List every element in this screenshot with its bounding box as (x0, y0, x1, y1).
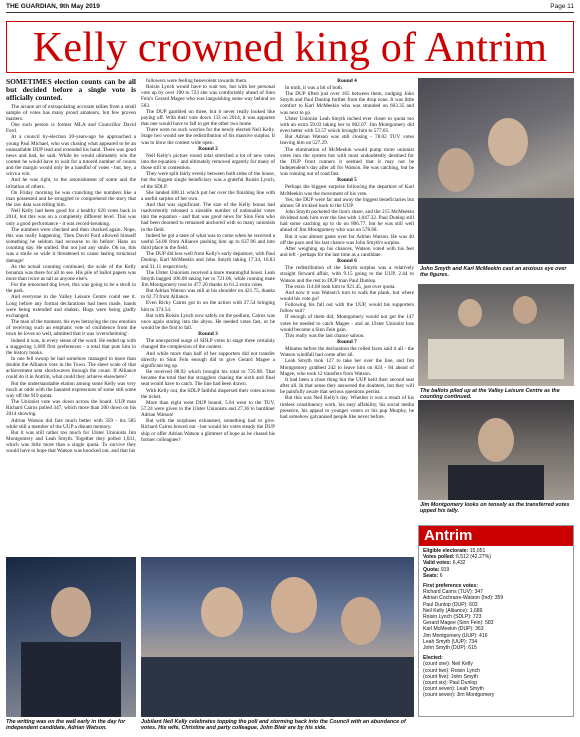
photo-montgomery (418, 400, 574, 500)
factbox-elected-row: (count six): Paul Dunlop (423, 680, 478, 687)
results-factbox (418, 525, 574, 717)
factbox-elected-row: (count one): Neil Kelly (423, 661, 473, 668)
caption-photo-ballots: The ballots piled up at the Valley Leisure Centre as the counting continued. (420, 388, 560, 401)
factbox-stat-label: Votes polled: (423, 554, 457, 561)
article-paragraph: But the understandable elation among some Kelly was very much at odds with the haunted expressions of some still some way off the 919 quota. (6, 380, 136, 399)
article-column-2 (141, 78, 275, 554)
article-lead: SOMETIMES election counts can be all but decided before a single vote is officially counted. (6, 78, 136, 103)
factbox-first-pref-row: Neil Kelly (Alliance): 1,689 (423, 607, 483, 614)
article-paragraph: He received 88.92 which brought his total to 725.98. That became the total that the stragglers chasing the sixth and final seat would have to catch. The line had been drawn. (141, 369, 275, 388)
factbox-first-pref-heading: First preference votes: (423, 583, 478, 590)
caption-photo-smyth-mcmeekin: John Smyth and Karl McMeekin cast an anxious eye over the figures. (420, 266, 567, 279)
factbox-first-pref-row: Roisin Lynch (SDLP): 723 (423, 614, 482, 621)
article-paragraph: The elimination of McMeekin would pump more unionist votes into the system but with most undoubtedly destined for the DUP front runners it seemed that it may not be Independent's day after all for Watson. He was catching, but he was running out of road fast. (280, 146, 414, 178)
article-paragraph: The unexpected surge of SDLP votes in stage three certainly changed the complexion of the contest. (141, 338, 275, 351)
photo-adrian-watson (6, 557, 136, 717)
article-paragraph: Ulster Unionist Leah Smyth inched ever closer to quota too with an extra 59.03 taking her to 802.07. Jim Montgomery did even better with 53.57 which brought him to 577.05. (280, 115, 414, 135)
photo-neil-kelly-celebrates (141, 557, 414, 717)
factbox-first-pref-row: Richard Cairns (TUV): 347 (423, 589, 484, 596)
article-paragraph: The numbers were checked and then checked again. Nope, this was really happening. Then David Ford allowed himself something he seldom had recourse to do before: Hans on counting day. He smiled. But not just any smile. Oh no, this was a smile so wide it threatened to cause lasting structural damage! (6, 226, 136, 264)
factbox-stat-value: 919 (440, 566, 450, 573)
article-paragraph: It had been a close thing but the UUP held their second seat after all. In that sense they answered the doubters, but they will be painfully aware that serious questions persist. (280, 376, 414, 396)
factbox-stat-label: Eligible electorate: (423, 548, 470, 554)
article-paragraph: More than eight went DUP bound, 5.04 went to the TUV, 57.24 were given to the Ulster Unionists and 27.36 to hardliner Adrian Watson! (141, 399, 275, 419)
article-paragraph: Indeed he got a taste of what was to come when he received a useful 54.06 from Alliance pushing him up to 637.06 and into third place in the field. (141, 232, 275, 252)
factbox-stat-value: 6,432 (452, 560, 466, 567)
article-paragraph: Neil Kelly's picture round total stretched a lot of new votes into the equation - and ultimately removed urgently for many of those still in contention. (141, 152, 275, 172)
article-paragraph: If enough of them did, Montgomery would not get the 147 votes he needed to catch Magee - and an Ulster Unionist loss would become a Sinn Fein gain. (280, 314, 414, 333)
article-paragraph: This really was the last chance saloon. (285, 332, 365, 339)
article-paragraph: The DUP did less well from Kelly's early departure, with Paul Dunlop, Karl McMeekin and John Smyth taking 17.34, 16.83 and 31.11 respectively. (141, 251, 275, 270)
article-paragraph: After weighing up his chances, Watson voted with his feet and left - perhaps for the last time as a candidate. (280, 245, 414, 259)
factbox-stat-label: Valid votes: (423, 560, 453, 567)
article-paragraph: But with the surpluses exhausted, something had to give. Richard Cairns bowed out - but would his votes steady the DUP ship or offer Adrian Watson a glimmer of hope as he chased his former colleagues? (141, 418, 275, 443)
article-paragraph: One such person is former MLA and Councillor David Ford. (6, 122, 136, 135)
article-paragraph: The arcane art of extrapolating accurate tallies from a small sample of votes has many proud amateurs, but few proven masters. (6, 103, 136, 122)
factbox-elected-heading: Elected: (423, 655, 443, 662)
article-paragraph: But this was Neil Kelly's day. Whether it was a result of his tireless constituency work, his easy affability, his social media presence, his appeal to younger voters or his pup Murphy, he had somehow galvanised people like never before. (280, 395, 414, 420)
article-paragraph: At a council by-election 20-years-ago he approached a young Paul Michael, who was chasing what appeared to be an unassailable DUP lead and extended his hand. There was good news and bad, he said. While he would ultimately win the contest he would have to wait for a tutored number of counts and the margin would only be a handful of votes - but, hey, a win's a win. (6, 134, 136, 178)
article-paragraph: For the renowned dog lover, this was going to be a stroll in the park. (6, 282, 136, 295)
factbox-elected-row: (count seven): Jim Montgomery (423, 692, 495, 699)
round-heading: Round 2 (198, 145, 218, 152)
article-paragraph: Roisin Lynch would have to wait too, but with her personal vote up by over 100 to 723 she was comfortably ahead of Sinn Fein's Gerard Magee who was languishing some way behind on 583. (141, 84, 275, 109)
factbox-first-pref-row: Adrian Cochrane-Watson (Ind): 359 (423, 595, 504, 602)
photo-ballots-pile (418, 284, 574, 386)
article-paragraph: And now it was Watson's turn to walk the plank, but where would his vote go? (280, 289, 414, 302)
round-heading: Round 3 (198, 331, 218, 338)
article-paragraph: The DUP gambled on three, but it never really looked like paying off. With their vote down 133 on 2014, it was apparent that one would have to fall to get the other two home. (141, 108, 275, 128)
article-paragraph: followers were feeling benevolent towards them. (146, 78, 248, 84)
article-paragraph: As the actual counting continued, the scale of the Kelly bonanza was there for all to see. His pile of ballot papers was more than twice as tall as anyone else's. (6, 263, 136, 282)
factbox-stat-value: 15,051 (469, 548, 486, 554)
factbox-title: Antrim (419, 526, 573, 546)
article-paragraph: Perhaps the biggest surprise following the departure of Karl McMeekin was the movement of his vote. (280, 184, 414, 197)
article-paragraph: Indeed it was, in every sense of the word. He ended up with a staggering 1,689 first preferences - a total that puts him in the history books. (6, 337, 136, 356)
factbox-first-pref-row: John Smyth (DUP): 615 (423, 645, 477, 652)
factbox-stat-value: 6,512 (42.27%) (456, 554, 491, 561)
article-paragraph: But with Roisin Lynch now safely on the podium, Cairns was once again staring into the abyss. He needed votes fast, or he would be the first to fall. (141, 312, 275, 332)
masthead-page-number: Page 11 (550, 3, 574, 10)
article-paragraph: But it was still rather too much for Ulster Unionists Jim Montgomery and Leah Smyth. Together they polled 1,031, which was little more than a single quota. To survive they would have to hope that Watson was knocked out, and that his (6, 429, 136, 455)
round-heading: Round 4 (337, 78, 357, 84)
article-paragraph: Yes, the DUP were far and away the biggest beneficiaries but almost 58 trickled back to the UUP. (280, 196, 414, 209)
article-paragraph: But it was almost game over for Adrian Watson. He was 40 off the pace and his last chance was John Smyth's surplus. (280, 233, 414, 246)
article-column-1 (6, 78, 136, 554)
caption-photo-montgomery: Jim Montgomery looks on tensely as the transferred votes upped his tally. (420, 502, 570, 515)
article-paragraph: The man of the moment, his eyes betraying the raw emotion of receiving such an emphatic vote of confidence from the town he loves so well, admitted that it was 'overwhelming'. (6, 319, 136, 338)
factbox-elected-row: (count two): Roisin Lynch (423, 667, 480, 674)
article-paragraph: With Kelly out, the SDLP faithful dispersed their votes across the ticket. (141, 387, 275, 400)
article-paragraph: Leah Smyth took 127 to take her over the line, and Jim Montgomery grabbed 242 to leave him on 824 - 84 ahead of Magee, who took 12 transfers from Watson. (280, 358, 414, 377)
factbox-body (419, 546, 573, 701)
round-heading: Round 7 (337, 339, 357, 346)
factbox-first-pref-row: Karl McMeekin (DUP): 363 (423, 626, 484, 633)
article-paragraph: John Smyth pocketed the lion's share, and the 215 McMeekin dividend took him over the line with 1,047.32. Paul Dunlop still had some catching up to do on 806.77, but he was still well ahead of Jim Montgomery who was on 578.68. (280, 208, 414, 234)
article-paragraph: Following his fall out with the UUP, would his supporters follow suit? (280, 302, 414, 315)
article-paragraph: Adrian Watson did fare much better with 359 - his 585 while still a member of the UUP a distant memory. (6, 417, 136, 430)
article-column-3 (280, 78, 414, 562)
article-paragraph: The DUP lifted just over 165 between them, nudging John Smyth and Paul Dunlop further from the drop zone. It was little comfort to Karl McMeekin who was stranded on 603.35 and was next to go. (280, 91, 414, 116)
round-heading: Round 6 (337, 258, 357, 265)
factbox-first-pref-row: Gerard Magee (Sinn Fein): 583 (423, 620, 494, 627)
factbox-stat-value: 6 (439, 572, 443, 579)
article-paragraph: Even Ricky Cairns got in on the action with 27.54 bringing him to 374.54. (141, 300, 275, 313)
article-paragraph: The redistribution of the Smyth surplus was a relatively straight forward affair, with 9.15 going to the UUP, 2.44 to Watson and the rest to DUP man Paul Dunlop. (280, 265, 414, 284)
article-paragraph: In truth, it was a bit of both. (285, 85, 344, 91)
article-paragraph: And everyone in the Valley Leisure Centre could see it. Long before any formal declarations had been made, hands were being extended and shaken. Hugs were being gladly exchanged. (6, 294, 136, 319)
masthead-rule (6, 12, 574, 13)
caption-photo-kelly: Jubilant Neil Kelly celebrates topping the poll and storming back into the Council with an abundance of votes. His wife, Christine and party colleague, John Blair are by his side. (141, 719, 406, 732)
article-paragraph: Neil Kelly had been good for a healthy 620 votes back in 2014, but this was on a completely different level. This was only a good performance - it was record-breaking. (6, 208, 136, 227)
article-paragraph: And while more than half of her supporters did not transfer directly to Sinn Fein enough did to give Gerard Magee a significant leg up. (141, 350, 275, 369)
article-paragraph: Minutes before the declaration the rolled faces said it all - the Watson windfall had come after all. (280, 346, 414, 359)
headline: Kelly crowned king of Antrim (32, 25, 548, 71)
factbox-elected-row: (count seven): Leah Smyth (423, 686, 484, 693)
factbox-stat-label: Seats: (423, 572, 440, 579)
factbox-first-pref-row: Jim Montgomery (UUP): 416 (423, 632, 488, 639)
article-paragraph: And he was right, to the astonishment of some and the irritation of others. (6, 177, 136, 190)
article-paragraph: The Ulster Unionists received a more meaningful boost. Leah Smyth bagged 106.08 taking her to 721.06, while running mate Jim Montgomery rose to 477.20 thanks to 61.2 extra votes. (141, 269, 275, 288)
article-paragraph: There were no such worries for the newly elected Neil Kelly. Stage two would see the redistribution of his massive surplus. It was to blow the contest wide open. (141, 127, 275, 146)
factbox-first-pref-row: Paul Dunlop (DUP): 603 (423, 601, 478, 608)
article-paragraph: And that was significant. The size of the Kelly bonus had inadvertently released a sizeable number of nationalist votes into the equation - and that was good news for Sinn Fein who had been doomed to remained anchored with so many unionists in the field. (141, 201, 275, 233)
masthead-paper: THE GUARDIAN, 9th May 2019 (6, 3, 100, 10)
photo-smyth-mcmeekin (418, 78, 574, 264)
article-paragraph: In one fell swoop he had somehow managed to more than double the Alliance vote in the Town. The sheer scale of that achievement sent shockwaves through the count. If Alliance could do it in Antrim, what could they achieve elsewhere? (6, 356, 136, 381)
factbox-elected-row: (count five): John Smyth (423, 673, 478, 680)
article-paragraph: But Adrian Watson was still at his shoulder on 421.75, thanks to 62.73 from Alliance. (141, 288, 275, 301)
article-paragraph: But Adrian Watson was still closing - 78.02 TUV votes leaving him on 527.29. (280, 134, 414, 147)
factbox-stat-label: Quota: (423, 566, 441, 573)
headline-box (6, 21, 574, 73)
article-paragraph: They were split fairly evenly between both sides of the house, but the biggest single beneficiary was a grateful Roisin Lynch, of the SDLP. (141, 171, 275, 190)
article-paragraph: She landed 308.11 which put her over the finishing line with a useful surplus of her own. (141, 189, 275, 202)
article-paragraph: On Friday morning he was crunching the numbers like a man possessed and he struggled to comprehend the story that the raw data was telling him. (6, 189, 136, 209)
article-paragraph: The Unionist vote was down across the board. UUP man Richard Cairns polled 347, which more than 200 down on his 2014 showing. (6, 399, 136, 418)
article-paragraph: The extra 114.68 took him to 921.45, just over quota. (285, 283, 396, 290)
factbox-first-pref-row: Leah Smyth (UUP): 734 (423, 638, 478, 645)
round-heading: Round 5 (337, 177, 357, 184)
caption-photo-watson: The writing was on the wall early in the day for independent candidate, Adrian Watson. (6, 719, 126, 732)
